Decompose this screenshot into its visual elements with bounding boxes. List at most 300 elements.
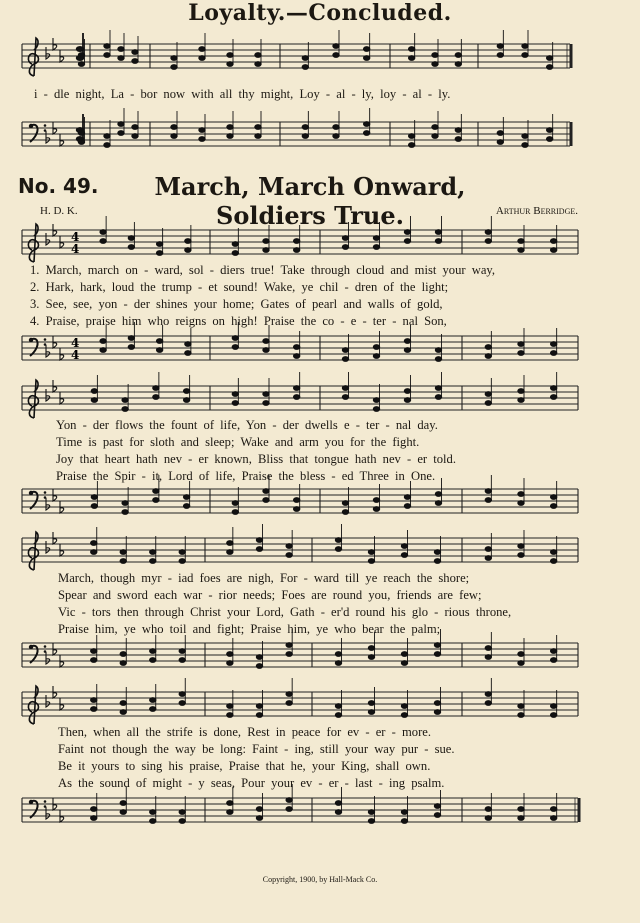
flat-icon [46, 131, 50, 143]
flat-icon [46, 345, 50, 357]
note-head [185, 342, 191, 347]
note-head [485, 556, 491, 561]
flat-icon [46, 498, 50, 510]
note-head [179, 559, 185, 564]
note-head [286, 807, 292, 812]
system-1-bass-staff [0, 328, 640, 372]
note-head [434, 813, 440, 818]
time-signature-top: 4 [71, 336, 80, 350]
note-head [263, 498, 269, 503]
note-head [432, 53, 438, 58]
note-head [368, 701, 374, 706]
hymn-title: March, March Onward, Soldiers True. [154, 172, 466, 230]
note-head [227, 134, 233, 139]
note-head [255, 125, 261, 130]
note-head [368, 646, 374, 651]
note-head [120, 701, 126, 706]
note-head [333, 134, 339, 139]
note-head [435, 395, 441, 400]
note-head [373, 354, 379, 359]
note-head [404, 230, 410, 235]
note-head [550, 704, 556, 709]
flat-icon [46, 389, 50, 401]
note-head [550, 559, 556, 564]
note-head [432, 125, 438, 130]
note-head [546, 128, 552, 133]
verse-4-line: Praise the Spir - it, Lord of life, Praise the bless - ed Three in One. [56, 469, 436, 483]
note-head [286, 701, 292, 706]
note-head [434, 804, 440, 809]
note-head [100, 348, 106, 353]
note-head [293, 345, 299, 350]
note-head [518, 248, 524, 253]
note-head [150, 559, 156, 564]
note-head [518, 661, 524, 666]
note-head [104, 134, 110, 139]
note-head [522, 134, 528, 139]
bass-clef-dot [29, 491, 33, 495]
note-head [432, 134, 438, 139]
note-head [550, 395, 556, 400]
note-head [546, 65, 552, 70]
note-head [150, 698, 156, 703]
flat-icon [46, 47, 50, 59]
note-head [185, 248, 191, 253]
note-head [156, 242, 162, 247]
note-head [373, 236, 379, 241]
note-head [263, 239, 269, 244]
note-head [91, 649, 97, 654]
note-head [485, 547, 491, 552]
note-head [153, 489, 159, 494]
note-head [153, 386, 159, 391]
note-head [78, 53, 84, 58]
note-head [404, 389, 410, 394]
note-head [227, 661, 233, 666]
note-head [120, 550, 126, 555]
time-signature-top: 4 [71, 230, 80, 244]
note-head [485, 498, 491, 503]
note-head [373, 398, 379, 403]
note-head [104, 53, 110, 58]
note-head [435, 492, 441, 497]
note-head [404, 339, 410, 344]
note-head [286, 798, 292, 803]
note-head [263, 339, 269, 344]
note-head [179, 658, 185, 663]
note-head [286, 553, 292, 558]
note-head [401, 553, 407, 558]
note-head [401, 544, 407, 549]
note-head [153, 395, 159, 400]
system-2-lyrics [56, 417, 616, 485]
note-head [232, 242, 238, 247]
concluded-lyric-line: i - dle night, La - bor now with all thy might, Loy - al - ly, loy - al - ly. [34, 87, 451, 101]
system-1-lyrics [30, 262, 590, 330]
verse-3-line: Joy that heart hath nev - er known, Bliss that tongue hath nev - er told. [56, 452, 456, 466]
verse-1-line: Yon - der flows the fount of life, Yon - der dwells e - ter - nal day. [56, 418, 438, 432]
bass-clef-dot [44, 124, 47, 127]
verse-2-line: 2. Hark, hark, loud the trump - et sound! Wake, ye chil - dren of the light; [30, 280, 449, 294]
note-head [335, 713, 341, 718]
note-head [118, 47, 124, 52]
composer-credit: Arthur Berridge. [495, 205, 578, 217]
note-head [550, 342, 556, 347]
note-head [78, 62, 84, 67]
note-head [227, 713, 233, 718]
note-head [335, 801, 341, 806]
note-head [485, 489, 491, 494]
note-head [368, 550, 374, 555]
note-head [518, 704, 524, 709]
note-head [518, 713, 524, 718]
note-head [232, 501, 238, 506]
note-head [373, 507, 379, 512]
note-head [363, 47, 369, 52]
note-head [342, 245, 348, 250]
note-head [227, 541, 233, 546]
note-head [335, 538, 341, 543]
note-head [485, 401, 491, 406]
note-head [342, 501, 348, 506]
note-head [485, 807, 491, 812]
note-head [302, 65, 308, 70]
note-head [120, 710, 126, 715]
note-head [518, 553, 524, 558]
note-head [171, 65, 177, 70]
system-2-treble-staff [0, 378, 640, 422]
note-head [128, 236, 134, 241]
note-head [485, 816, 491, 821]
verse-4-line: As the sound of might - y seas, Pour your ev - er - last - ing psalm. [58, 776, 445, 790]
concluded-lyrics [34, 86, 594, 103]
note-head [91, 816, 97, 821]
note-head [256, 713, 262, 718]
verse-1-line: 1. March, march on - ward, sol - diers true! Take through cloud and mist your way, [30, 263, 496, 277]
note-head [518, 501, 524, 506]
note-head [156, 348, 162, 353]
note-head [128, 345, 134, 350]
note-head [408, 143, 414, 148]
flat-icon [46, 233, 50, 245]
note-head [522, 143, 528, 148]
note-head [150, 658, 156, 663]
note-head [293, 354, 299, 359]
note-head [293, 507, 299, 512]
system-1-treble-staff [0, 222, 640, 266]
note-head [156, 339, 162, 344]
verse-2-line: Faint not though the way be long: Faint - ing, still your way pur - sue. [58, 742, 455, 756]
note-head [550, 495, 556, 500]
note-head [435, 230, 441, 235]
note-head [293, 395, 299, 400]
note-head [518, 351, 524, 356]
flat-icon [46, 541, 50, 553]
verse-3-line: Vic - tors then through Christ your Lord, Gath - er'd round his glo - rious throne, [58, 605, 512, 619]
note-head [179, 810, 185, 815]
note-head [199, 56, 205, 61]
staff-lines [22, 798, 578, 822]
note-head [342, 357, 348, 362]
note-head [199, 47, 205, 52]
note-head [342, 348, 348, 353]
bass-clef-dot [44, 645, 47, 648]
note-head [263, 248, 269, 253]
note-head [363, 131, 369, 136]
note-head [518, 807, 524, 812]
note-head [179, 649, 185, 654]
note-head [199, 128, 205, 133]
note-head [179, 550, 185, 555]
note-head [122, 407, 128, 412]
verse-3-line: 3. See, see, yon - der shines your home; Gates of pearl and walls of gold, [30, 297, 443, 311]
note-head [335, 547, 341, 552]
flat-icon [46, 695, 50, 707]
bass-clef-dot [44, 338, 47, 341]
note-head [455, 53, 461, 58]
note-head [368, 819, 374, 824]
system-3-bass-staff [0, 635, 640, 679]
note-head [185, 239, 191, 244]
note-head [435, 348, 441, 353]
note-head [179, 701, 185, 706]
note-head [485, 345, 491, 350]
note-head [150, 810, 156, 815]
note-head [227, 704, 233, 709]
note-head [227, 810, 233, 815]
note-head [302, 125, 308, 130]
note-head [255, 62, 261, 67]
note-head [256, 538, 262, 543]
note-head [132, 134, 138, 139]
note-head [401, 652, 407, 657]
note-head [373, 345, 379, 350]
note-head [404, 348, 410, 353]
note-head [435, 501, 441, 506]
note-head [91, 541, 97, 546]
note-head [91, 398, 97, 403]
note-head [293, 248, 299, 253]
note-head [302, 134, 308, 139]
note-head [401, 661, 407, 666]
note-head [132, 50, 138, 55]
note-head [550, 239, 556, 244]
note-head [118, 122, 124, 127]
bass-clef-dot [29, 124, 33, 128]
note-head [120, 801, 126, 806]
note-head [368, 559, 374, 564]
note-head [497, 44, 503, 49]
note-head [518, 342, 524, 347]
note-head [256, 547, 262, 552]
note-head [434, 643, 440, 648]
note-head [342, 395, 348, 400]
note-head [171, 125, 177, 130]
note-head [333, 125, 339, 130]
verse-4-line: Praise him, ye who toil and fight; Praise him, ye who bear the palm; [58, 622, 441, 636]
note-head [522, 44, 528, 49]
note-head [368, 810, 374, 815]
note-head [550, 807, 556, 812]
verse-1-line: Then, when all the strife is done, Rest in peace for ev - er - more. [58, 725, 432, 739]
note-head [485, 230, 491, 235]
flat-icon [46, 807, 50, 819]
verse-4-line: 4. Praise, praise him who reigns on high! Praise the co - e - ter - nal Son, [30, 314, 447, 328]
note-head [122, 398, 128, 403]
note-head [120, 559, 126, 564]
note-head [286, 652, 292, 657]
note-head [335, 652, 341, 657]
note-head [408, 56, 414, 61]
system-4-treble-staff [0, 684, 640, 728]
note-head [120, 810, 126, 815]
note-head [255, 53, 261, 58]
note-head [104, 44, 110, 49]
copyright-notice: Copyright, 1900, by Hall-Mack Co. [262, 875, 378, 884]
system-4-bass-staff [0, 790, 640, 834]
note-head [497, 131, 503, 136]
note-head [120, 652, 126, 657]
note-head [150, 550, 156, 555]
verse-2-line: Spear and sword each war - rior needs; Foes are round you, friends are few; [58, 588, 482, 602]
note-head [227, 801, 233, 806]
note-head [333, 44, 339, 49]
note-head [522, 53, 528, 58]
note-head [404, 495, 410, 500]
note-head [263, 401, 269, 406]
note-head [518, 652, 524, 657]
note-head [373, 498, 379, 503]
note-head [363, 122, 369, 127]
note-head [128, 245, 134, 250]
note-head [232, 392, 238, 397]
note-head [550, 713, 556, 718]
note-head [518, 398, 524, 403]
note-head [368, 710, 374, 715]
note-head [232, 510, 238, 515]
note-head [408, 47, 414, 52]
staff-lines [22, 538, 578, 562]
note-head [91, 550, 97, 555]
note-head [408, 134, 414, 139]
note-head [91, 807, 97, 812]
note-head [335, 661, 341, 666]
note-head [518, 239, 524, 244]
note-head [550, 550, 556, 555]
note-head [455, 128, 461, 133]
staff-lines [22, 643, 578, 667]
time-signature-bottom: 4 [71, 242, 80, 256]
note-head [232, 251, 238, 256]
note-head [302, 56, 308, 61]
concluded-bass-staff [0, 114, 640, 162]
note-head [401, 704, 407, 709]
note-head [263, 348, 269, 353]
note-head [435, 357, 441, 362]
note-head [401, 819, 407, 824]
bass-clef-dot [29, 800, 33, 804]
note-head [156, 251, 162, 256]
note-head [227, 125, 233, 130]
note-head [183, 495, 189, 500]
note-head [100, 339, 106, 344]
note-head [256, 664, 262, 669]
note-head [91, 658, 97, 663]
note-head [550, 351, 556, 356]
note-head [78, 131, 84, 136]
note-head [435, 386, 441, 391]
note-head [286, 544, 292, 549]
note-head [120, 661, 126, 666]
note-head [368, 655, 374, 660]
note-head [132, 125, 138, 130]
note-head [342, 236, 348, 241]
concluded-title: Loyalty.—Concluded. [188, 0, 452, 26]
note-head [183, 398, 189, 403]
note-head [286, 643, 292, 648]
note-head [342, 510, 348, 515]
author-credit: H. D. K. [40, 205, 78, 217]
note-head [550, 386, 556, 391]
note-head [150, 819, 156, 824]
note-head [255, 134, 261, 139]
flat-icon [46, 652, 50, 664]
note-head [434, 652, 440, 657]
note-head [77, 47, 83, 52]
note-head [171, 56, 177, 61]
bass-clef-dot [29, 645, 33, 649]
note-head [263, 489, 269, 494]
note-head [293, 386, 299, 391]
note-head [199, 137, 205, 142]
note-head [434, 550, 440, 555]
note-head [333, 53, 339, 58]
note-head [78, 140, 84, 145]
note-head [401, 810, 407, 815]
note-head [122, 501, 128, 506]
note-head [434, 710, 440, 715]
note-head [518, 389, 524, 394]
note-head [293, 498, 299, 503]
note-head [91, 698, 97, 703]
concluded-treble-staff [0, 36, 640, 84]
bass-clef-dot [44, 491, 47, 494]
verse-3-line: Be it yours to sing his praise, Praise that he, your King, shall own. [58, 759, 431, 773]
verse-1-line: March, though myr - iad foes are nigh, For - ward till ye reach the shore; [58, 571, 470, 585]
note-head [485, 239, 491, 244]
note-head [404, 504, 410, 509]
time-signature-bottom: 4 [71, 348, 80, 362]
note-head [232, 401, 238, 406]
note-head [183, 389, 189, 394]
system-4-lyrics [58, 724, 618, 792]
note-head [128, 336, 134, 341]
note-head [485, 646, 491, 651]
note-head [485, 392, 491, 397]
note-head [227, 62, 233, 67]
note-head [518, 544, 524, 549]
note-head [100, 230, 106, 235]
note-head [91, 504, 97, 509]
note-head [434, 559, 440, 564]
note-head [256, 816, 262, 821]
note-head [91, 389, 97, 394]
note-head [185, 351, 191, 356]
note-head [100, 239, 106, 244]
note-head [286, 692, 292, 697]
note-head [232, 336, 238, 341]
note-head [435, 239, 441, 244]
